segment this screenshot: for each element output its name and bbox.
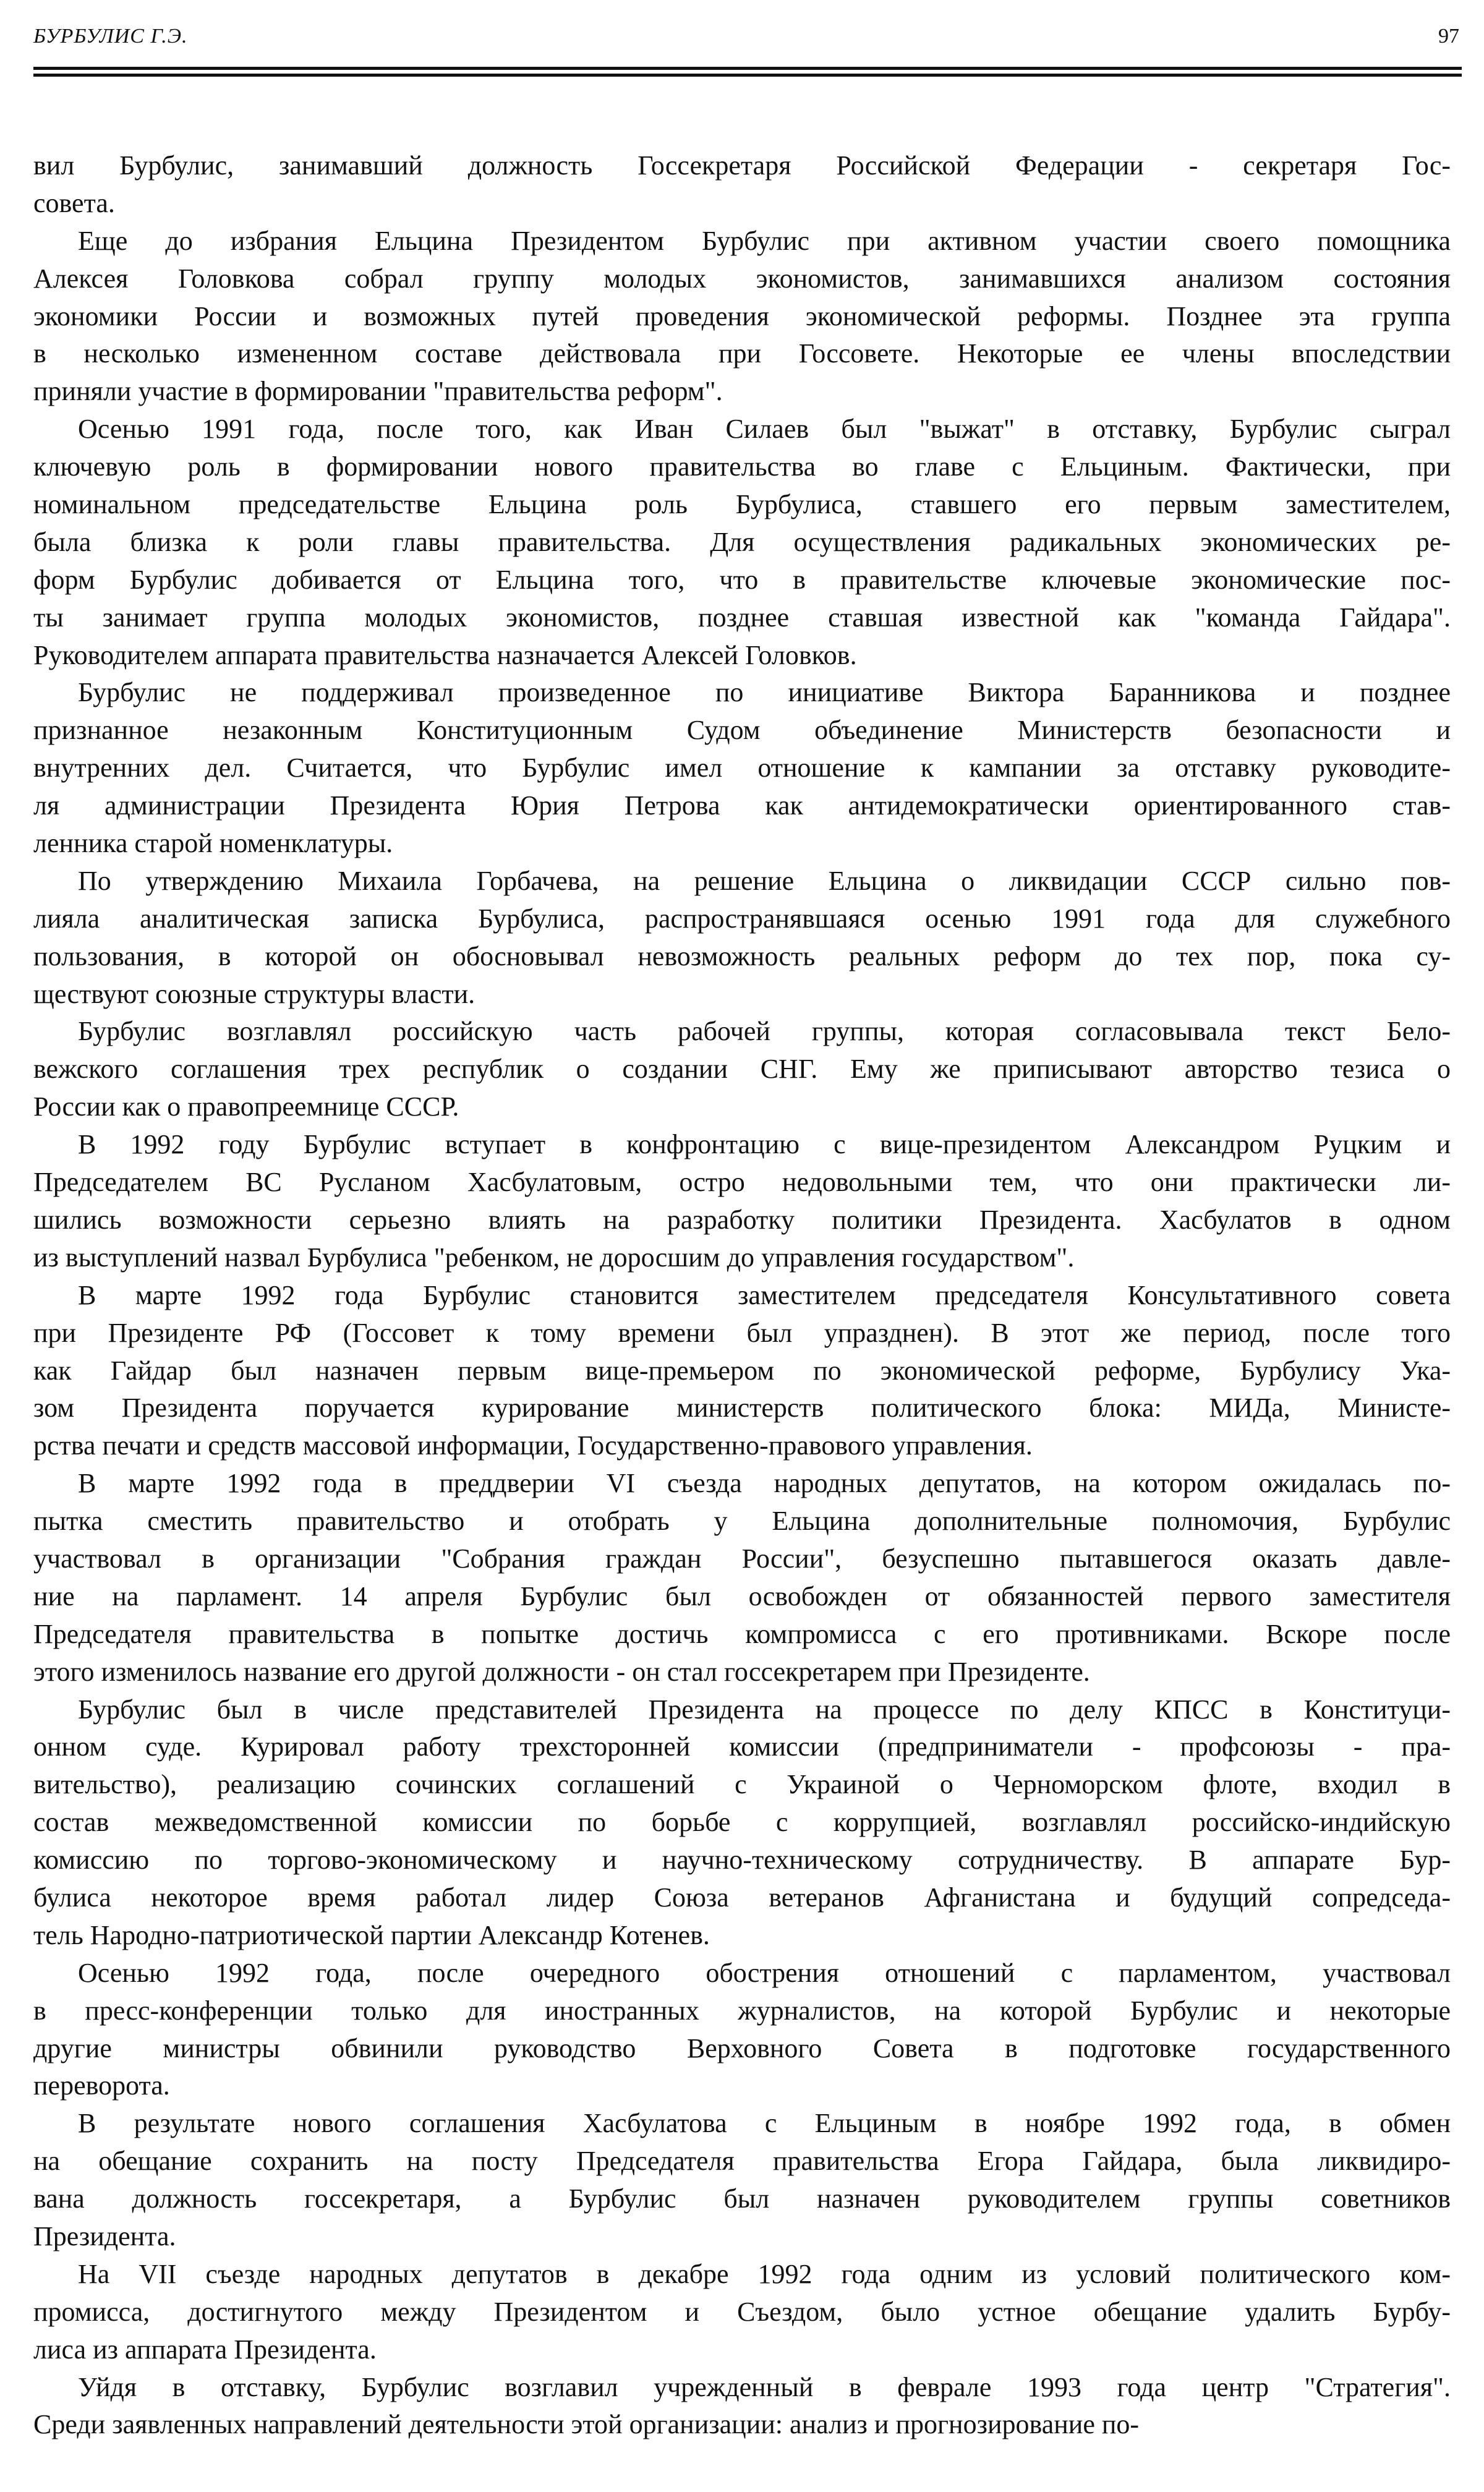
paragraph — [33, 2369, 1451, 2444]
text-line: ленника старой номенклатуры. — [33, 828, 393, 859]
text-line: В результате нового соглашения Хасбулатова с Ельциным в ноябре 1992 года, в обмен — [78, 2108, 1451, 2139]
text-line: Среди заявленных направлений деятельности этой организации: анализ и прогнозирование по- — [33, 2409, 1140, 2440]
text-line: Осенью 1991 года, после того, как Иван Силаев был "выжат" в отставку, Бурбулис сыграл — [78, 414, 1451, 445]
text-line: На VII съезде народных депутатов в декабре 1992 года одним из условий политического ком- — [78, 2258, 1451, 2289]
text-line: этого изменилось название его другой должности - он стал госсекретарем при Президенте. — [33, 1656, 1090, 1687]
text-line: Председателя правительства в попытке достичь компромисса с его противниками. Вскоре после — [33, 1618, 1451, 1649]
text-line: По утверждению Михаила Горбачева, на решение Ельцина о ликвидации СССР сильно пов- — [78, 865, 1451, 896]
text-line: экономики России и возможных путей проведения экономической реформы. Позднее эта группа — [33, 301, 1451, 331]
text-line: ществуют союзные структуры власти. — [33, 978, 475, 1009]
text-line: в несколько измененном составе действовала при Госсовете. Некоторые ее члены впоследствии — [33, 338, 1451, 369]
text-line: рства печати и средств массовой информации, Государственно-правового управления. — [33, 1430, 1033, 1461]
text-line: пользования, в которой он обосновывал невозможность реальных реформ до тех пор, пока су- — [33, 941, 1451, 971]
text-line: пытка сместить правительство и отобрать у Ельцина дополнительные полномочия, Бурбулис — [33, 1506, 1451, 1537]
text-line: была близка к роли главы правительства. Для осуществления радикальных экономических ре- — [33, 526, 1451, 557]
paragraph — [33, 1126, 1451, 1277]
text-line: зом Президента поручается курирование министерств политического блока: МИДа, Министе- — [33, 1393, 1451, 1423]
text-line: ты занимает группа молодых экономистов, позднее ставшая известной как "команда Гайдара". — [33, 602, 1451, 633]
text-line: Руководителем аппарата правительства назначается Алексей Головков. — [33, 639, 857, 670]
text-line: совета. — [33, 187, 115, 218]
text-line: онном суде. Курировал работу трехсторонней комиссии (предприниматели - профсоюзы - пра- — [33, 1731, 1451, 1762]
paragraph — [33, 411, 1451, 674]
text-line: промисса, достигнутого между Президентом и Съездом, было устное обещание удалить Бурбу- — [33, 2296, 1451, 2327]
text-line: Председателем ВС Русланом Хасбулатовым, остро недовольными тем, что они практически ли- — [33, 1167, 1451, 1198]
text-line: Бурбулис возглавлял российскую часть рабочей группы, которая согласовывала текст Бело- — [78, 1016, 1451, 1047]
paragraph — [33, 1013, 1451, 1126]
text-line: комиссию по торгово-экономическому и научно-техническому сотрудничеству. В аппарате Бур- — [33, 1845, 1451, 1875]
paragraph — [33, 2256, 1451, 2369]
text-line: Бурбулис был в числе представителей Президента на процессе по делу КПСС в Конституци- — [78, 1694, 1451, 1725]
text-line: участвовал в организации "Собрания граждан России", безуспешно пытавшегося оказать давле- — [33, 1543, 1451, 1574]
text-line: лияла аналитическая записка Бурбулиса, распространявшаяся осенью 1991 года для служебного — [33, 903, 1451, 934]
text-line: как Гайдар был назначен первым вице-премьером по экономической реформе, Бурбулису Ука- — [33, 1355, 1451, 1386]
paragraph — [33, 1691, 1451, 1955]
paragraph — [33, 1955, 1451, 2106]
header-rule-bottom — [33, 74, 1462, 77]
text-line: В марте 1992 года Бурбулис становится заместителем председателя Консультативного совета — [78, 1279, 1451, 1310]
text-line: другие министры обвинили руководство Верховного Совета в подготовке государственного — [33, 2033, 1451, 2063]
paragraph — [33, 2105, 1451, 2256]
body-text — [33, 147, 1451, 2444]
text-line: вана должность госсекретаря, а Бурбулис был назначен руководителем группы советников — [33, 2183, 1451, 2214]
paragraph — [33, 674, 1451, 862]
text-line: В 1992 году Бурбулис вступает в конфронтацию с вице-президентом Александром Руцким и — [78, 1129, 1451, 1160]
text-line: признанное незаконным Конституционным Судом объединение Министерств безопасности и — [33, 715, 1451, 746]
text-line: на обещание сохранить на посту Председателя правительства Егора Гайдара, была ликвидиро- — [33, 2146, 1451, 2177]
text-line: вил Бурбулис, занимавший должность Госсекретаря Российской Федерации - секретаря Гос- — [33, 150, 1451, 181]
text-line: переворота. — [33, 2070, 170, 2101]
text-line: Алексея Головкова собрал группу молодых экономистов, занимавшихся анализом состояния — [33, 263, 1451, 294]
running-title: БУРБУЛИС Г.Э. — [33, 25, 188, 48]
paragraph — [33, 1277, 1451, 1465]
text-line: Осенью 1992 года, после очередного обострения отношений с парламентом, участвовал — [78, 1957, 1451, 1988]
text-line: лиса из аппарата Президента. — [33, 2334, 377, 2365]
text-line: ние на парламент. 14 апреля Бурбулис был освобожден от обязанностей первого заместителя — [33, 1581, 1451, 1611]
paragraph — [33, 1465, 1451, 1691]
text-line: тель Народно-патриотической партии Александр Котенев. — [33, 1919, 710, 1950]
text-line: Бурбулис не поддерживал произведенное по инициативе Виктора Баранникова и позднее — [78, 677, 1451, 708]
text-line: вежского соглашения трех республик о создании СНГ. Ему же приписывают авторство тезиса о — [33, 1054, 1451, 1085]
text-line: ля администрации Президента Юрия Петрова как антидемократически ориентированного став- — [33, 790, 1451, 821]
paragraph — [33, 147, 1451, 223]
text-line: приняли участие в формировании "правительства реформ". — [33, 376, 723, 407]
text-line: Еще до избрания Ельцина Президентом Бурбулис при активном участии своего помощника — [78, 225, 1451, 256]
text-line: состав межведомственной комиссии по борьбе с коррупцией, возглавлял российско-индийскую — [33, 1807, 1451, 1838]
text-line: вительство), реализацию сочинских соглашений с Украиной о Черноморском флоте, входил в — [33, 1769, 1451, 1800]
paragraph — [33, 863, 1451, 1013]
text-line: из выступлений назвал Бурбулиса "ребенком, не доросшим до управления государством". — [33, 1242, 1075, 1273]
text-line: ключевую роль в формировании нового правительства во главе с Ельциным. Фактически, при — [33, 451, 1451, 482]
text-line: Президента. — [33, 2221, 176, 2251]
text-line: при Президенте РФ (Госсовет к тому времени был упразднен). В этот же период, после того — [33, 1317, 1451, 1348]
text-line: номинальном председательстве Ельцина роль Бурбулиса, ставшего его первым заместителем, — [33, 489, 1451, 520]
text-line: шились возможности серьезно влиять на разработку политики Президента. Хасбулатов в одном — [33, 1204, 1451, 1235]
text-line: внутренних дел. Считается, что Бурбулис имел отношение к кампании за отставку руководите- — [33, 753, 1451, 783]
text-line: булиса некоторое время работал лидер Союза ветеранов Афганистана и будущий сопредседа- — [33, 1882, 1451, 1913]
page-number: 97 — [1438, 25, 1459, 48]
text-line: России как о правопреемнице СССР. — [33, 1091, 459, 1122]
text-line: В марте 1992 года в преддверии VI съезда народных депутатов, на котором ожидалась по- — [78, 1468, 1451, 1499]
text-line: в пресс-конференции только для иностранных журналистов, на которой Бурбулис и некоторые — [33, 1995, 1451, 2026]
text-line: Уйдя в отставку, Бурбулис возглавил учрежденный в феврале 1993 года центр "Стратегия". — [78, 2371, 1451, 2402]
header-rule-top — [33, 67, 1462, 70]
paragraph — [33, 223, 1451, 411]
text-line: форм Бурбулис добивается от Ельцина того, что в правительстве ключевые экономические пос- — [33, 564, 1451, 595]
